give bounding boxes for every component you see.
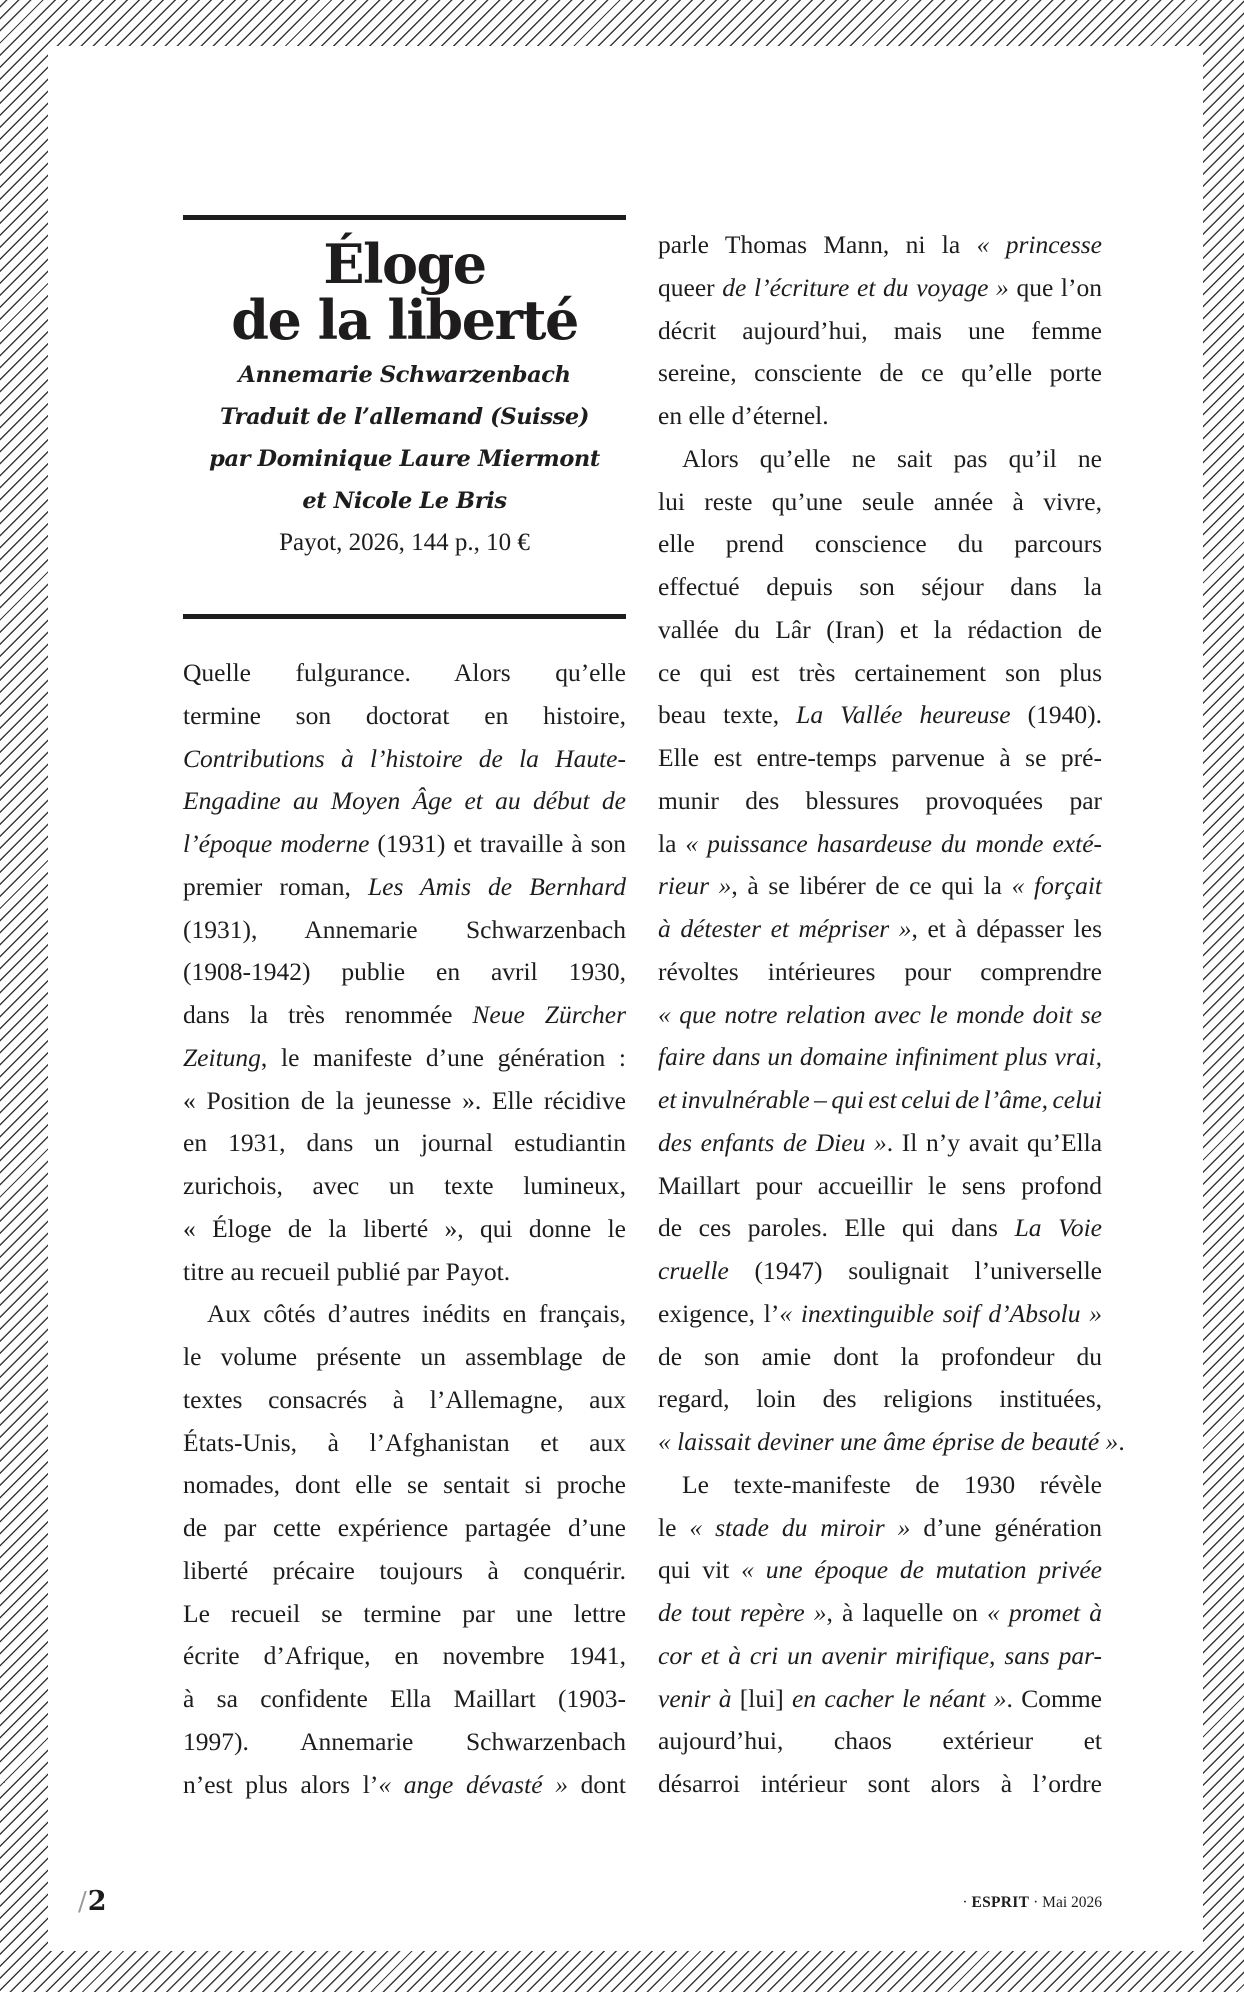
text-segment: vallée du Lâr (Iran) et la rédaction de <box>658 614 1102 644</box>
text-segment: d’une génération <box>910 1512 1103 1542</box>
folio-slash: / <box>78 1887 87 1917</box>
text-line <box>183 1251 626 1294</box>
page-number-value: 2 <box>87 1886 107 1917</box>
text-segment: « Position de la jeunesse ». Elle récidive <box>183 1085 626 1115</box>
italic-text: rieur » <box>658 871 732 901</box>
italic-text: à détester et mépriser » <box>658 914 912 943</box>
text-line <box>658 1036 1102 1079</box>
text-segment: . Comme <box>1006 1683 1102 1713</box>
text-segment: termine son doctorat en histoire, <box>183 700 626 730</box>
text-line <box>658 780 1102 823</box>
text-segment: Aux côtés d’autres inédits en français, <box>207 1299 626 1329</box>
text-segment: [lui] <box>731 1683 793 1713</box>
italic-text: « que notre relation avec le monde doit se <box>658 999 1102 1029</box>
title-line: de la liberté <box>231 288 578 352</box>
text-segment: de son amie dont la profondeur du <box>658 1341 1102 1371</box>
text-line <box>658 267 1102 310</box>
bottom-rule <box>183 614 626 619</box>
author-line: Annemarie Schwarzenbach <box>238 362 571 388</box>
text-segment: exigence, l’ <box>658 1298 780 1328</box>
text-line <box>658 395 1102 438</box>
text-segment: la <box>658 828 686 858</box>
text-line <box>183 951 626 994</box>
italic-text: de l’écriture et du voyage » <box>722 272 1009 302</box>
italic-text: « princesse <box>976 230 1102 259</box>
text-segment: nomades, dont elle se sentait si proche <box>183 1470 626 1500</box>
italic-text: Engadine au Moyen Âge et au début de <box>183 786 626 816</box>
italic-text: en cacher le néant » <box>792 1683 1007 1713</box>
italic-text: l’époque moderne <box>183 829 370 858</box>
text-segment: de par cette expérience partagée d’une <box>183 1513 626 1542</box>
text-segment: États-Unis, à l’Afghanistan et aux <box>183 1427 626 1457</box>
text-segment: qui vit <box>658 1555 742 1585</box>
text-line <box>183 1208 626 1251</box>
text-segment: sereine, consciente de ce qu’elle porte <box>658 358 1102 388</box>
text-line <box>658 224 1102 267</box>
italic-text: cor et à cri un avenir mirifique, sans par- <box>658 1640 1102 1670</box>
text-segment: révoltes intérieures pour comprendre <box>658 956 1102 986</box>
italic-text: cruelle <box>658 1256 729 1285</box>
text-line <box>658 1421 1125 1464</box>
text-segment: Quelle fulgurance. Alors qu’elle <box>183 658 626 687</box>
review-title <box>183 232 626 352</box>
title-line: Éloge <box>323 232 486 296</box>
text-line <box>658 310 1102 353</box>
text-segment: queer <box>658 272 723 302</box>
text-line <box>658 1763 1102 1806</box>
text-line <box>183 1336 626 1379</box>
book-credits <box>177 354 632 564</box>
text-line <box>658 737 1102 780</box>
translator-line: par Dominique Laure Miermont <box>209 446 600 472</box>
text-segment: (1931), Annemarie Schwarzenbach <box>183 914 626 944</box>
text-line <box>183 1122 626 1165</box>
text-segment: (1947) soulignait l’universelle <box>728 1256 1102 1285</box>
page-number <box>78 1886 107 1917</box>
text-line <box>183 1593 626 1636</box>
translator-line: et Nicole Le Bris <box>302 488 507 514</box>
text-line <box>183 1464 626 1507</box>
footer-bullet: · <box>1033 1894 1039 1911</box>
footer-bullet: · <box>962 1894 968 1911</box>
text-line <box>658 1592 1102 1635</box>
text-segment: dans la très renommée <box>183 1000 473 1029</box>
text-line <box>183 1764 626 1807</box>
text-line <box>658 652 1102 695</box>
text-line <box>658 1378 1102 1421</box>
italic-text: « une époque de mutation privée <box>741 1555 1102 1585</box>
text-line <box>658 823 1102 866</box>
text-line <box>658 481 1102 524</box>
text-line <box>183 1293 626 1336</box>
text-segment: n’est plus alors l’ <box>183 1769 379 1799</box>
text-segment: désarroi intérieur sont alors à l’ordre <box>658 1769 1102 1798</box>
text-segment: liberté précaire toujours à conquérir. <box>183 1555 626 1585</box>
italic-text: de tout repère » <box>658 1598 827 1627</box>
text-segment: Le recueil se termine par une lettre <box>183 1598 626 1628</box>
text-line <box>658 1464 1102 1507</box>
text-segment: Le texte-manifeste de 1930 révèle <box>682 1469 1102 1499</box>
text-segment: . Il n’y avait qu’Ella <box>886 1127 1103 1157</box>
text-segment: aujourd’hui, chaos extérieur et <box>658 1726 1102 1756</box>
text-segment: à sa confidente Ella Maillart (1903- <box>183 1684 626 1713</box>
text-line <box>658 1336 1102 1379</box>
text-line <box>658 908 1102 951</box>
text-line <box>658 994 1102 1037</box>
text-line <box>658 951 1102 994</box>
text-line <box>183 866 626 909</box>
text-line <box>658 609 1102 652</box>
text-line <box>658 1250 1102 1293</box>
italic-text: La Voie <box>1014 1213 1103 1243</box>
text-segment: Elle est entre-temps parvenue à se pré- <box>658 743 1102 772</box>
italic-text: « laissait deviner une âme éprise de beauté » <box>658 1427 1119 1456</box>
text-segment: (1908-1942) publie en avril 1930, <box>183 957 626 987</box>
text-line <box>658 1635 1102 1678</box>
text-segment: en 1931, dans un journal estudiantin <box>183 1128 626 1158</box>
text-line <box>658 1549 1102 1592</box>
text-line <box>658 1293 1102 1336</box>
text-line <box>658 352 1102 395</box>
italic-text: « inextinguible soif d’Absolu » <box>779 1298 1102 1328</box>
italic-text: « puissance hasardeuse du monde exté- <box>685 828 1103 858</box>
translation-line: Traduit de l’allemand (Suisse) <box>219 404 590 430</box>
text-line <box>658 1122 1102 1165</box>
text-segment: effectué depuis son séjour dans la <box>658 572 1102 601</box>
text-line <box>658 1507 1102 1550</box>
text-line <box>658 1207 1102 1250</box>
text-line <box>658 1165 1102 1208</box>
issue-date: Mai 2026 <box>1042 1894 1102 1911</box>
text-line <box>183 1507 626 1550</box>
italic-text: et invulnérable – qui est celui de l’âme, celui <box>658 1085 1102 1114</box>
text-segment: décrit aujourd’hui, mais une femme <box>658 315 1102 345</box>
text-segment: zurichois, avec un texte lumineux, <box>183 1171 626 1200</box>
italic-text: Les Amis de Bernhard <box>367 871 626 901</box>
text-segment: , et à dépasser les <box>911 914 1102 943</box>
left-body-text <box>183 652 626 1806</box>
text-line <box>183 1635 626 1678</box>
text-segment: textes consacrés à l’Allemagne, aux <box>183 1384 626 1414</box>
text-segment: Maillart pour accueillir le sens profond <box>658 1170 1102 1200</box>
text-segment: titre au recueil publié par Payot. <box>183 1256 511 1286</box>
text-line <box>183 1165 626 1208</box>
text-line <box>183 1550 626 1593</box>
top-rule <box>183 215 626 220</box>
text-line <box>658 1678 1102 1721</box>
text-line <box>658 523 1102 566</box>
text-line <box>658 694 1102 737</box>
text-line <box>183 652 626 695</box>
text-line <box>183 1080 626 1123</box>
text-segment: lui reste qu’une seule année à vivre, <box>658 486 1102 516</box>
text-segment: (1940). <box>1010 700 1102 730</box>
text-segment: écrite d’Afrique, en novembre 1941, <box>183 1641 626 1671</box>
publication-info: Payot, 2026, 144 p., 10 € <box>279 529 530 556</box>
text-line <box>183 695 626 738</box>
italic-text: Contributions à l’histoire de la Haute- <box>183 743 626 773</box>
text-segment: regard, loin des religions instituées, <box>658 1384 1102 1414</box>
italic-text: des enfants de Dieu » <box>658 1127 887 1157</box>
text-line <box>658 1720 1102 1763</box>
italic-text: « ange dévasté » <box>378 1769 568 1799</box>
journal-name: ESPRIT <box>971 1894 1030 1911</box>
text-segment: en elle d’éternel. <box>658 401 829 430</box>
text-segment: le <box>658 1512 690 1542</box>
text-line <box>658 1079 1102 1122</box>
text-segment: . <box>1118 1427 1125 1456</box>
text-line <box>658 865 1102 908</box>
text-line <box>183 823 626 866</box>
text-segment: , le manifeste d’une génération : <box>260 1042 626 1072</box>
text-segment: , à se libérer de ce qui la <box>731 871 1012 901</box>
text-line <box>183 738 626 781</box>
text-line <box>183 1422 626 1465</box>
running-footer <box>962 1894 1102 1912</box>
text-segment: ce qui est très certainement son plus <box>658 657 1102 687</box>
italic-text: « forçait <box>1011 871 1103 901</box>
magazine-page <box>48 46 1203 1951</box>
italic-text: La Vallée heureuse <box>796 700 1011 730</box>
text-line <box>183 1678 626 1721</box>
text-segment: Alors qu’elle ne sait pas qu’il ne <box>682 443 1102 473</box>
text-line <box>183 1379 626 1422</box>
text-line <box>658 438 1102 481</box>
italic-text: venir à <box>658 1683 732 1713</box>
text-line <box>183 909 626 952</box>
text-segment: « Éloge de la liberté », qui donne le <box>183 1213 626 1243</box>
italic-text: Neue Zürcher <box>472 1000 626 1029</box>
text-line <box>183 1037 626 1080</box>
text-segment: premier roman, <box>183 871 368 901</box>
text-segment: elle prend conscience du parcours <box>658 529 1102 559</box>
text-segment: , à laquelle on <box>826 1598 987 1627</box>
text-segment: parle Thomas Mann, ni la <box>658 230 977 259</box>
right-body-text <box>658 224 1125 1806</box>
text-segment: que l’on <box>1008 272 1103 302</box>
text-line <box>183 780 626 823</box>
text-segment: beau texte, <box>658 700 797 730</box>
text-line <box>183 994 626 1037</box>
text-line <box>183 1721 626 1764</box>
italic-text: faire dans un domaine infiniment plus vrai, <box>658 1042 1102 1072</box>
text-segment: munir des blessures provoquées par <box>658 785 1102 815</box>
text-segment: (1931) et travaille à son <box>369 829 626 858</box>
text-segment: de ces paroles. Elle qui dans <box>658 1213 1015 1243</box>
text-segment: le volume présente un assemblage de <box>183 1342 626 1371</box>
italic-text: Zeitung <box>183 1042 261 1072</box>
text-segment: dont <box>567 1769 627 1799</box>
italic-text: « promet à <box>986 1598 1103 1627</box>
italic-text: « stade du miroir » <box>689 1512 911 1542</box>
text-line <box>658 566 1102 609</box>
text-segment: 1997). Annemarie Schwarzenbach <box>183 1726 626 1756</box>
